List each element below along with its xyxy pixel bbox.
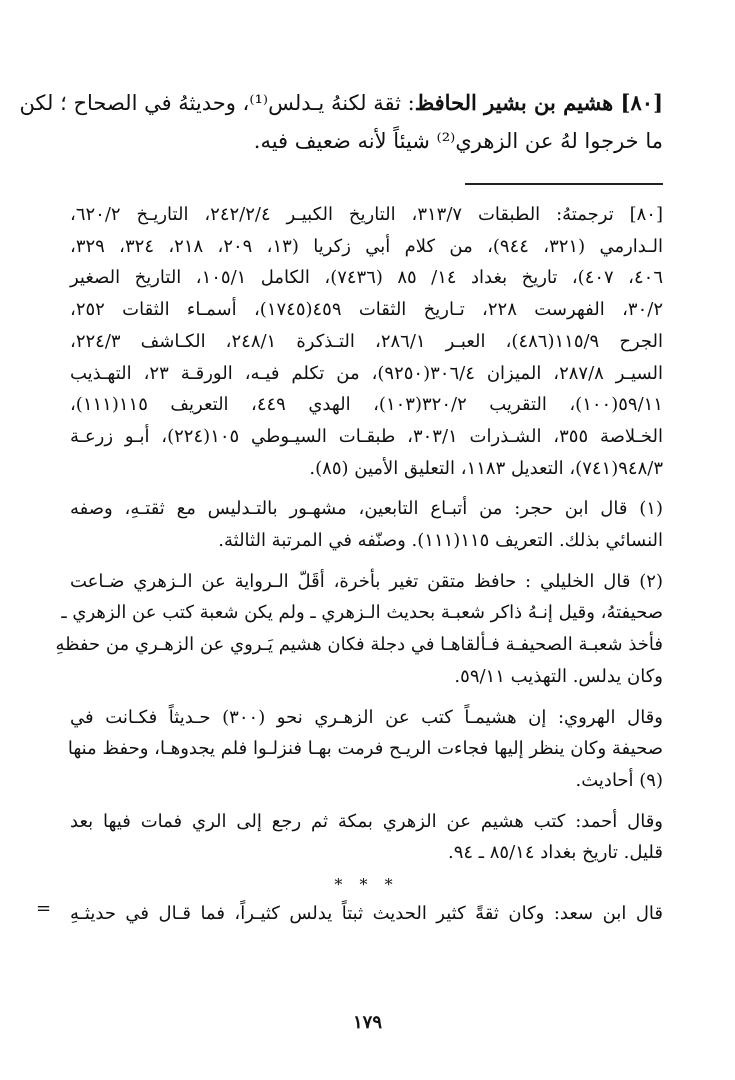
entry-heading: [٨٠] هشيم بن بشير الحافظ — [414, 90, 663, 115]
footnote-1-line: النسائي بذلك. التعريف ١١٥(١١١). وصنّفه في المرتبة الثالثة. — [218, 530, 663, 552]
translation-line: ٤٠٦، ٤٠٧)، تاريخ بغداد ١٤/ ٨٥ (٧٤٣٦)، الكامل ١٠٥/١، التاريخ الصغير — [70, 267, 663, 289]
ibn-saad-line: قال ابن سعد: وكان ثقةً كثير الحديث ثبتاً يدلس كثيـراً، فما قـال في حديثـهِ — [70, 903, 663, 925]
translation-references — [70, 199, 663, 484]
translation-line: ٣٠/٢، الفهرست ٢٢٨، تـاريخ الثقات ٤٥٩(١٧٤٥)، أسمـاء الثقات ٢٥٢، — [70, 299, 663, 321]
page-number: ١٧٩ — [352, 1012, 382, 1033]
footnotes — [36, 199, 664, 930]
ahmad-line: وقال أحمد: كتب هشيم عن الزهري بمكة ثم رجع إلى الري فمات فيها بعد — [70, 810, 663, 832]
entry-line-1 — [19, 84, 663, 122]
footnote-2-line: (٢) قال الخليلي : حافظ متقن تغير بأخرة، أقَلّ الـرواية عن الـزهري ضـاعت — [70, 570, 663, 592]
translation-line: ٩٤٨/٣(٧٤١)، التعديل ١١٨٣، التعليق الأمين (٨٥). — [309, 457, 663, 479]
translation-line: الخـلاصة ٣٥٥، الشـذرات ٣٠٣/١، طبقـات السيـوطي ١٠٥(٢٢٤)، أبـو زرعـة — [70, 425, 664, 447]
section-divider-stars: * * * — [334, 875, 399, 895]
translation-line: [٨٠] ترجمتهُ: الطبقات ٣١٣/٧، التاريخ الكبيـر ٢٤٢/٢/٤، التاريـخ ٦٢٠/٢، — [70, 204, 663, 225]
harawi-line: (٩) أحاديث. — [575, 769, 663, 791]
ahmad-quote — [70, 806, 663, 869]
entry-heading-rest: : ثقة لكنهُ يـدلس⁽¹⁾، وحديثهُ في الصحاح ؛ لكن — [19, 91, 415, 115]
footnote-1 — [70, 493, 663, 556]
footnote-1-line: (١) قال ابن حجر: من أتبـاع التابعين، مشهـور بالتـدليس مع ثقتـهِ، وصفه — [70, 498, 663, 520]
translation-line: السيـر ٢٨٧/٨، الميزان ٣٠٦/٤(٩٢٥٠)، من تكلم فيـه، الورقـة ٢٣، التهـذيب — [70, 362, 663, 384]
translation-line: الـدارمي (٣٢١، ٩٤٤)، من كلام أبي زكريا (١٣، ٢٠٩، ٢١٨، ٣٢٤، ٣٢٩، — [70, 235, 664, 257]
harawi-quote — [67, 702, 663, 797]
translation-line: الجرح ١١٥/٩(٤٨٦)، العبـر ٢٨٦/١، التـذكرة ٢٤٨/١، الكـاشف ٢٢٤/٣، — [70, 330, 663, 352]
ibn-saad-quote — [36, 898, 663, 930]
ahmad-line: قليل. تاريخ بغداد ٨٥/١٤ ـ ٩٤. — [447, 842, 663, 864]
footnote-2-line: صحيفتهُ، وقيل إنـهُ ذاكر شعبـة بحديث الـزهري ـ ولم يكن شعبة كتب عن الزهري ـ — [61, 602, 663, 624]
footnote-2-line: وكان يدلس. التهذيب ٥٩/١١. — [454, 665, 663, 687]
footnote-separator — [465, 183, 663, 185]
translation-line: ٥٩/١١(١٠٠)، التقريب ٣٢٠/٢(١٠٣)، الهدي ٤٤٩، التعريف ١١٥(١١١)، — [70, 394, 663, 416]
harawi-line: وقال الهروي: إن هشيمـاً كتب عن الزهـري نحو (٣٠٠) حـديثاً فكـانت في — [70, 706, 663, 728]
harawi-line: صحيفة وكان ينظر إليها فجاءت الريـح فرمت بهـا فنزلـوا فلم يجدوهـا، وحفظ منها — [67, 738, 663, 760]
main-entry — [19, 84, 663, 160]
continuation-mark: = — [36, 898, 52, 920]
entry-line-2: ما خرجوا لهُ عن الزهري⁽²⁾ شيئاً لأنه ضعيف فيه. — [253, 129, 663, 153]
page-content — [19, 84, 664, 930]
footnote-2-line: فأخذ شعبـة الصحيفـة فـألقاهـا في دجلة فكان هشيم يَـروي عن الزهـري من حفظهِ — [55, 634, 663, 656]
footnote-2 — [55, 566, 663, 693]
